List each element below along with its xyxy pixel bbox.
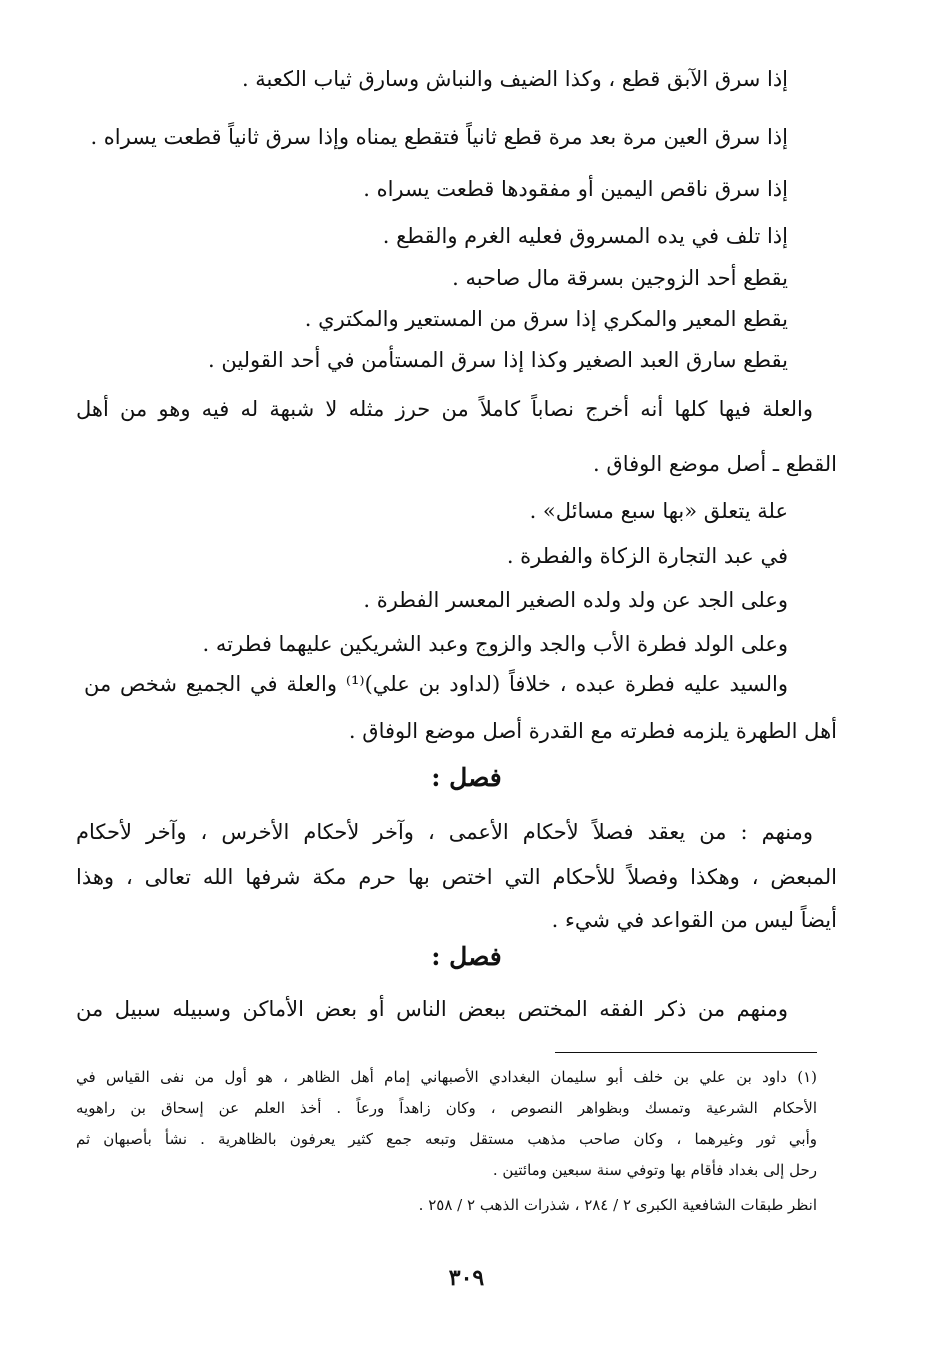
text-line: والعلة فيها كلها أنه أخرج نصاباً كاملاً من حرز مثله لا شبهة له فيه وهو من أهل xyxy=(76,397,813,421)
footnote-line: انظر طبقات الشافعية الكبرى ٢ / ٢٨٤ ، شذرات الذهب ٢ / ٢٥٨ . xyxy=(418,1196,817,1214)
text-line: المبعض ، وهكذا وفصلاً للأحكام التي اختص بها حرم مكة شرفها الله تعالى ، وهذا xyxy=(76,865,837,889)
footnote-line: (١) داود بن علي بن خلف أبو سليمان البغدادي الأصبهاني إمام أهل الظاهر ، هو أول من نفى القياس في xyxy=(76,1068,817,1086)
page-number: ٣٠٩ xyxy=(448,1265,485,1291)
text-line: ومنهم : من يعقد فصلاً لأحكام الأعمى ، وآخر لأحكام الأخرس ، وآخر لأحكام xyxy=(76,820,813,844)
section-heading: فصل : xyxy=(431,763,502,792)
footnote-line: وأبي ثور وغيرهما ، وكان صاحب مذهب مستقل وتبعه جمع كثير يعرفون بالظاهرية . نشأ بأصبهان ثم xyxy=(76,1130,817,1148)
footnote-line: الأحكام الشرعية وتمسك وبظواهر النصوص ، وكان زاهداً ورعاً . أخذ العلم عن إسحاق بن راهويه xyxy=(76,1099,817,1117)
footnote-separator xyxy=(555,1052,817,1053)
text-line: يقطع المعير والمكري إذا سرق من المستعير والمكتري . xyxy=(304,307,788,331)
text-line: إذا سرق ناقص اليمين أو مفقودها قطعت يسراه . xyxy=(363,177,788,201)
text-line: أهل الطهرة يلزمه فطرته مع القدرة أصل موضع الوفاق . xyxy=(348,719,837,743)
text-line: وعلى الجد عن ولد ولده الصغير المعسر الفطرة . xyxy=(363,588,788,612)
text-line: في عبد التجارة الزكاة والفطرة . xyxy=(506,544,788,568)
text-line: ومنهم من ذكر الفقه المختص ببعض الناس أو بعض الأماكن وسبيله سبيل من xyxy=(76,997,788,1021)
text-line: يقطع أحد الزوجين بسرقة مال صاحبه . xyxy=(452,266,788,290)
text-line: القطع ـ أصل موضع الوفاق . xyxy=(593,452,837,476)
text-line: وعلى الولد فطرة الأب والجد والزوج وعبد الشريكين عليهما فطرته . xyxy=(202,632,788,656)
text-line: إذا سرق العين مرة بعد مرة قطع ثانياً فتقطع يمناه وإذا سرق ثانياً قطعت يسراه . xyxy=(90,125,788,149)
text-line: علة يتعلق «بها سبع مسائل» . xyxy=(529,499,788,523)
footnote-line: رحل إلى بغداد فأقام بها وتوفي سنة سبعين ومائتين . xyxy=(492,1161,817,1179)
section-heading: فصل : xyxy=(431,942,502,971)
text-line: والسيد عليه فطرة عبده ، خلافاً (لداود بن علي)⁽¹⁾ والعلة في الجميع شخص من xyxy=(84,672,788,696)
text-line: يقطع سارق العبد الصغير وكذا إذا سرق المستأمن في أحد القولين . xyxy=(207,348,788,372)
text-line: إذا تلف في يده المسروق فعليه الغرم والقطع . xyxy=(382,224,788,248)
text-line: أيضاً ليس من القواعد في شيء . xyxy=(551,908,837,932)
text-line: إذا سرق الآبق قطع ، وكذا الضيف والنباش وسارق ثياب الكعبة . xyxy=(241,67,788,91)
